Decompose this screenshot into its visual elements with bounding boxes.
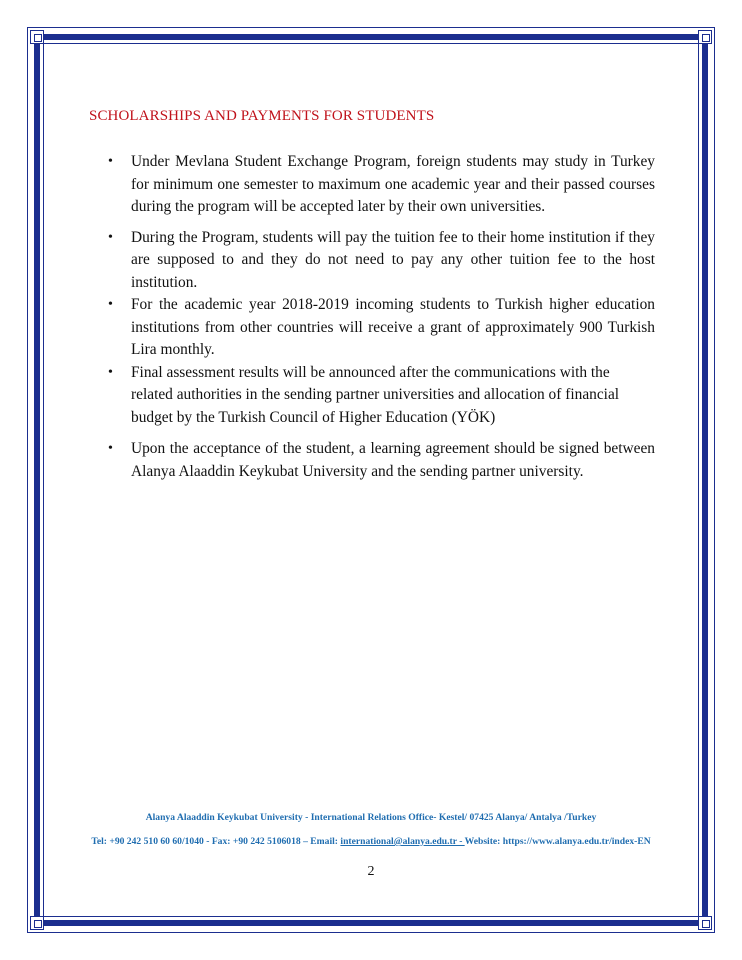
bullet-item-assessment-results: • Final assessment results will be announced after the communications with the related authorities in the sending partner universities and allocation of financial budget by the Turkish Council of Higher Education (YÖK) <box>131 362 655 430</box>
bullet-item-grant: • For the academic year 2018-2019 incoming students to Turkish higher education institutions from other countries will receive a grant of approximately 900 Turkish Lira monthly. <box>131 294 655 362</box>
bullet-item-exchange-program: • Under Mevlana Student Exchange Program, foreign students may study in Turkey for minimum one semester to maximum one academic year and their passed courses during the program will be accepted later by their own universities. <box>131 151 655 219</box>
footer-address: Alanya Alaaddin Keykubat University - International Relations Office- Kestel/ 07425 Alanya/ Antalya /Turkey <box>145 812 597 823</box>
footer-email-link[interactable]: international@alanya.edu.tr - <box>340 836 465 847</box>
corner-ornament-bottom-left <box>30 916 44 930</box>
page-number: 2 <box>367 864 375 879</box>
bullet-item-learning-agreement: • Upon the acceptance of the student, a learning agreement should be signed between Alanya Alaaddin Keykubat University and the sending partner university. <box>131 438 655 483</box>
corner-ornament-top-right <box>698 30 712 44</box>
footer-contact <box>0 836 742 847</box>
section-heading: SCHOLARSHIPS AND PAYMENTS FOR STUDENTS <box>89 108 435 124</box>
bullet-list <box>131 151 655 483</box>
bullet-item-tuition-fee: • During the Program, students will pay the tuition fee to their home institution if they are supposed to and they do not need to pay any other tuition fee to the host institution. <box>131 227 655 295</box>
footer-phone-fax: Tel: +90 242 510 60 60/1040 - Fax: +90 242 5106018 – Email: <box>91 836 341 847</box>
corner-ornament-bottom-right <box>698 916 712 930</box>
footer-website: Website: https://www.alanya.edu.tr/index-EN <box>464 836 651 847</box>
corner-ornament-top-left <box>30 30 44 44</box>
